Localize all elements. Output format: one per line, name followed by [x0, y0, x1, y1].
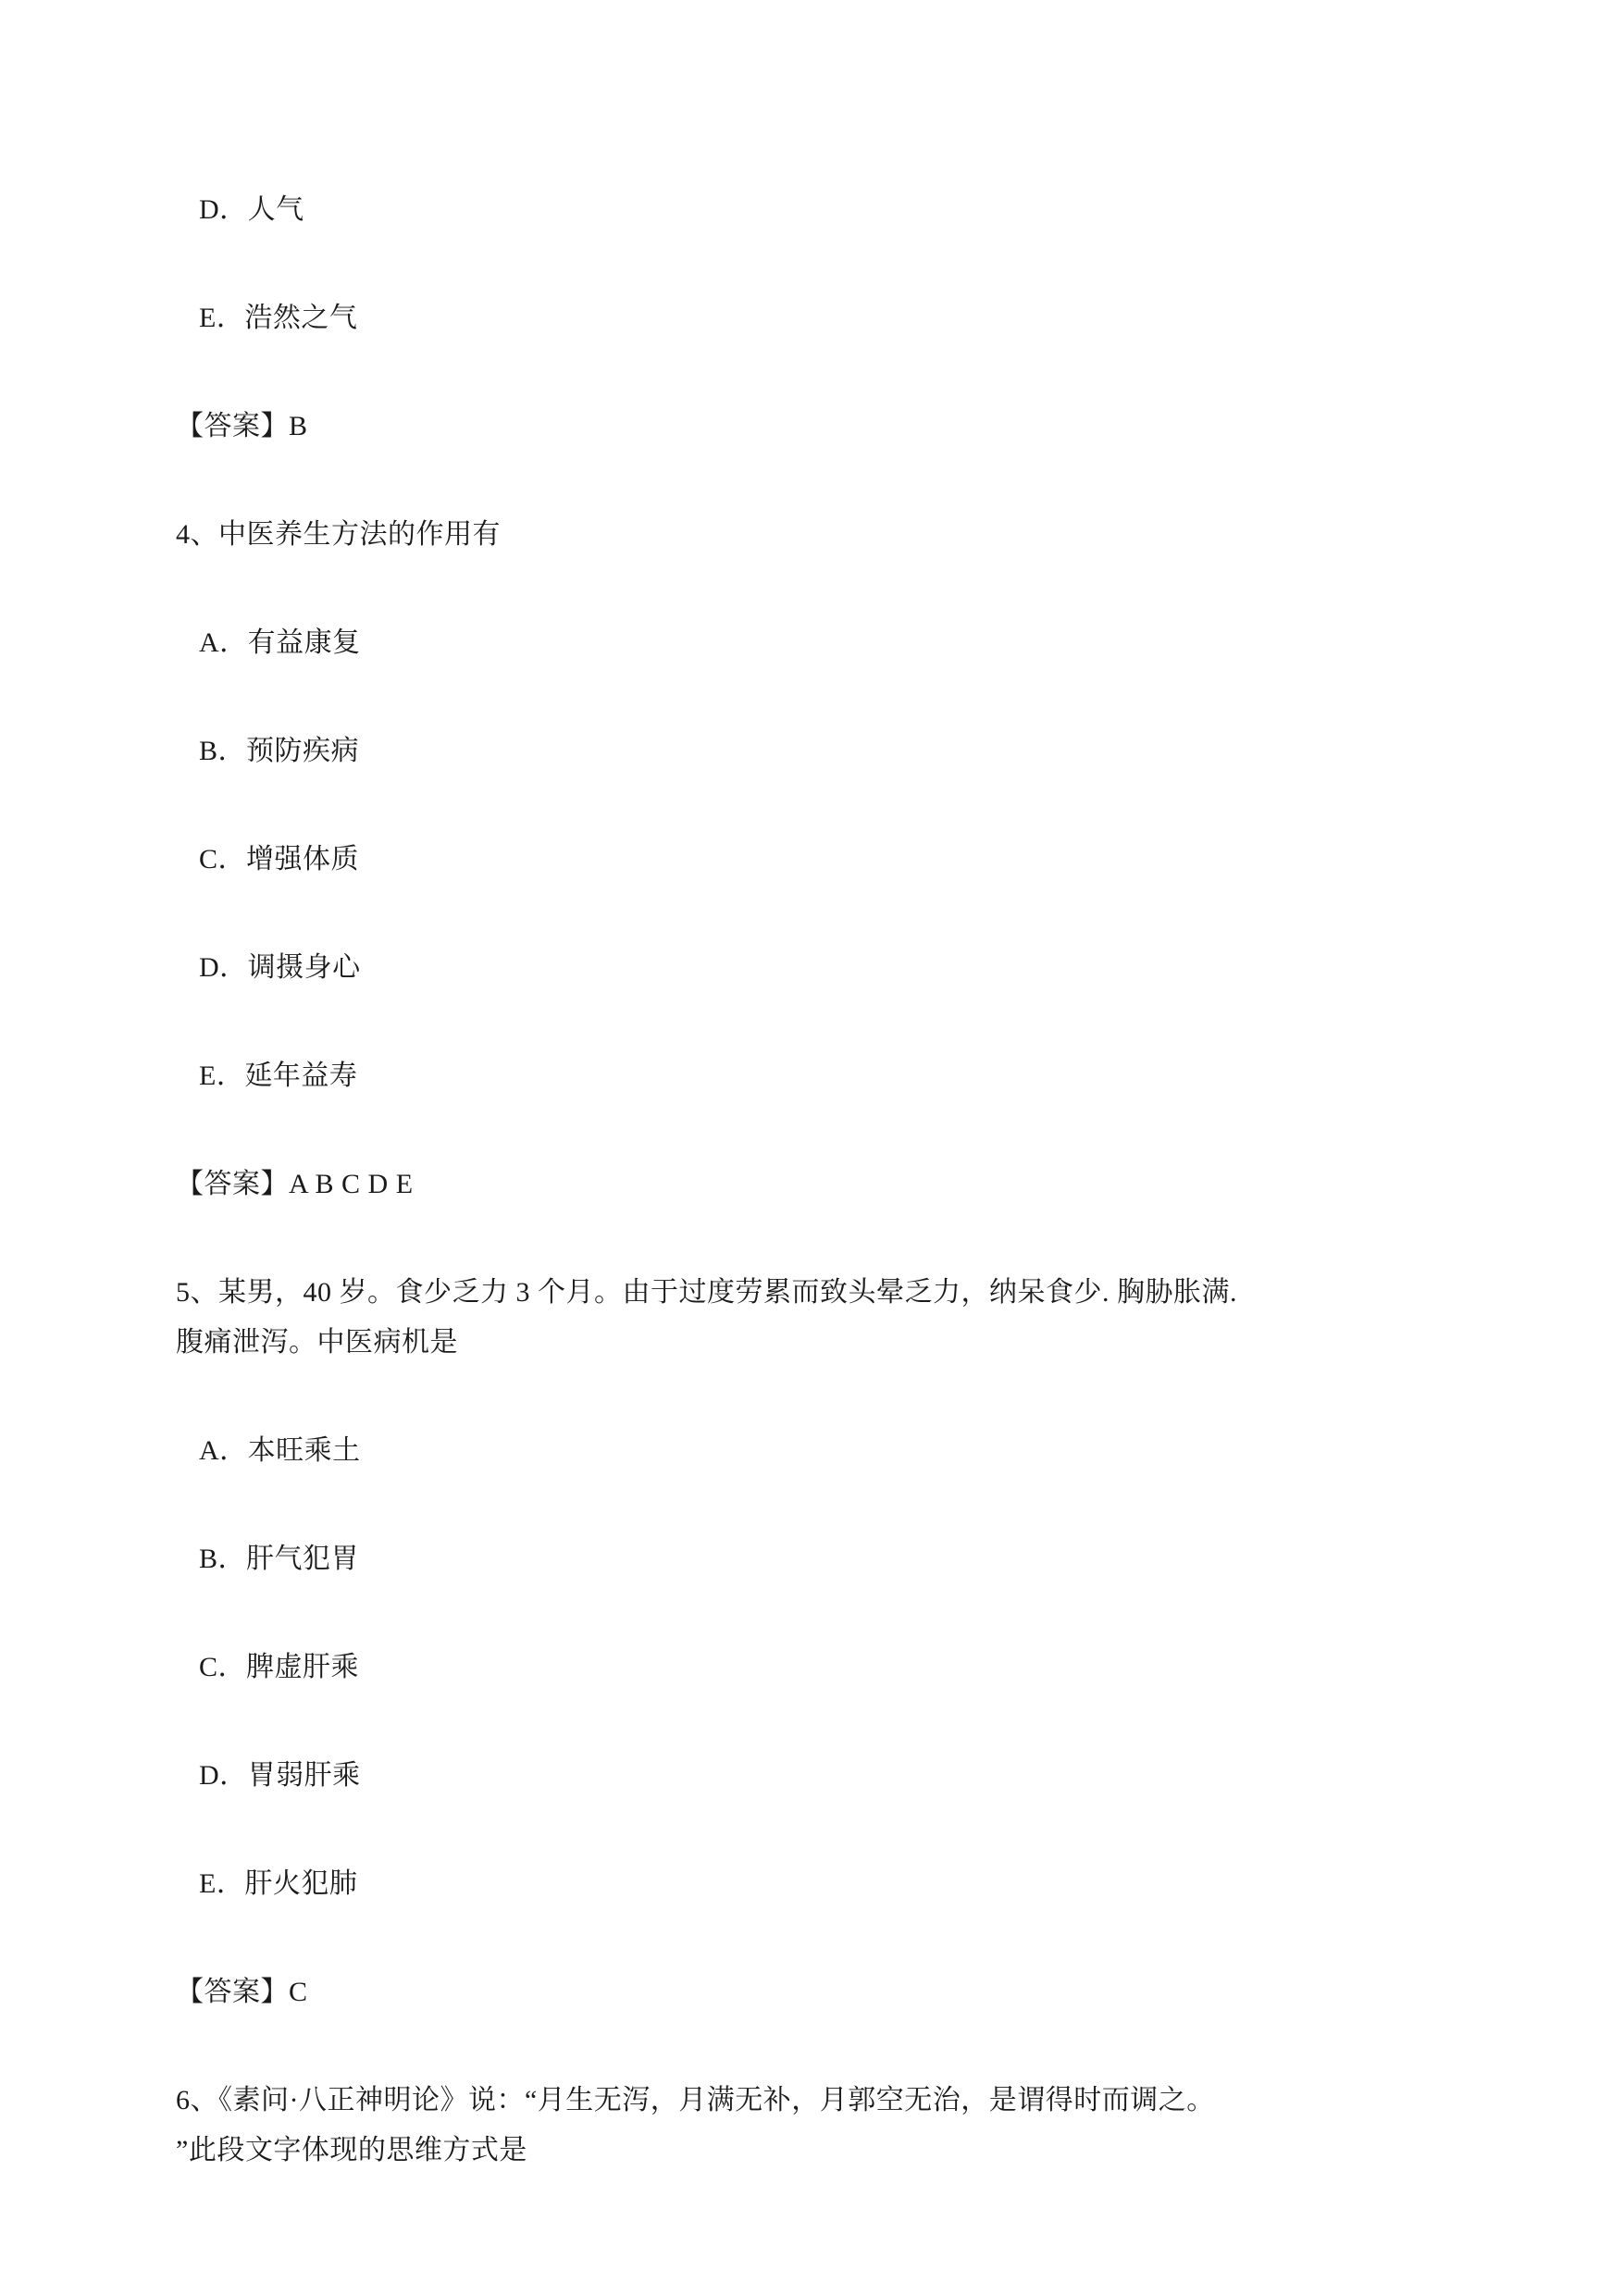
option-line [176, 1426, 1444, 1476]
question-text-continued: ”此段文字体现的思维方式是 [176, 2135, 527, 2165]
question-text: 5、某男，40 岁。食少乏力 3 个月。由于过度劳累而致头晕乏力，纳呆食少. 胸胁胀满. [176, 1277, 1237, 1308]
answer-text: 【答案】B [176, 411, 308, 441]
option-line [176, 618, 1444, 668]
option-line [176, 726, 1444, 776]
option-text: D．调摄身心 [199, 952, 361, 983]
option-text: C．增强体质 [199, 844, 360, 875]
option-line [176, 1859, 1444, 1909]
answer-line [176, 1160, 1444, 1210]
option-text: D．人气 [199, 194, 304, 225]
option-text: A．有益康复 [199, 627, 361, 658]
option-line [176, 835, 1444, 885]
option-line [176, 943, 1444, 993]
option-text: C．脾虚肝乘 [199, 1652, 360, 1682]
option-text: A．本旺乘土 [199, 1435, 361, 1466]
option-text: E．浩然之气 [199, 303, 358, 333]
option-line [176, 1751, 1444, 1801]
question-text: 6、《素问·八正神明论》说：“月生无泻，月满无补，月郭空无治，是谓得时而调之。 [176, 2085, 1215, 2115]
option-text: D．胃弱肝乘 [199, 1760, 361, 1791]
question-text: 4、中医养生方法的作用有 [176, 519, 501, 550]
question-line [176, 510, 1444, 560]
question-block [176, 2076, 1444, 2176]
answer-text: 【答案】C [176, 1977, 308, 2007]
option-line [176, 1051, 1444, 1101]
option-text: E．延年益寿 [199, 1061, 358, 1091]
option-text: B．预防疾病 [199, 736, 360, 766]
option-line [176, 1534, 1444, 1584]
option-text: B．肝气犯胃 [199, 1544, 360, 1574]
answer-line [176, 1967, 1444, 2017]
option-text: E．肝火犯肺 [199, 1868, 358, 1899]
option-line [176, 293, 1444, 343]
question-block [176, 1268, 1444, 1368]
option-line [176, 1643, 1444, 1693]
answer-text: 【答案】A B C D E [176, 1169, 414, 1199]
option-line [176, 185, 1444, 235]
answer-line [176, 402, 1444, 452]
question-text-continued: 腹痛泄泻。中医病机是 [176, 1327, 458, 1358]
